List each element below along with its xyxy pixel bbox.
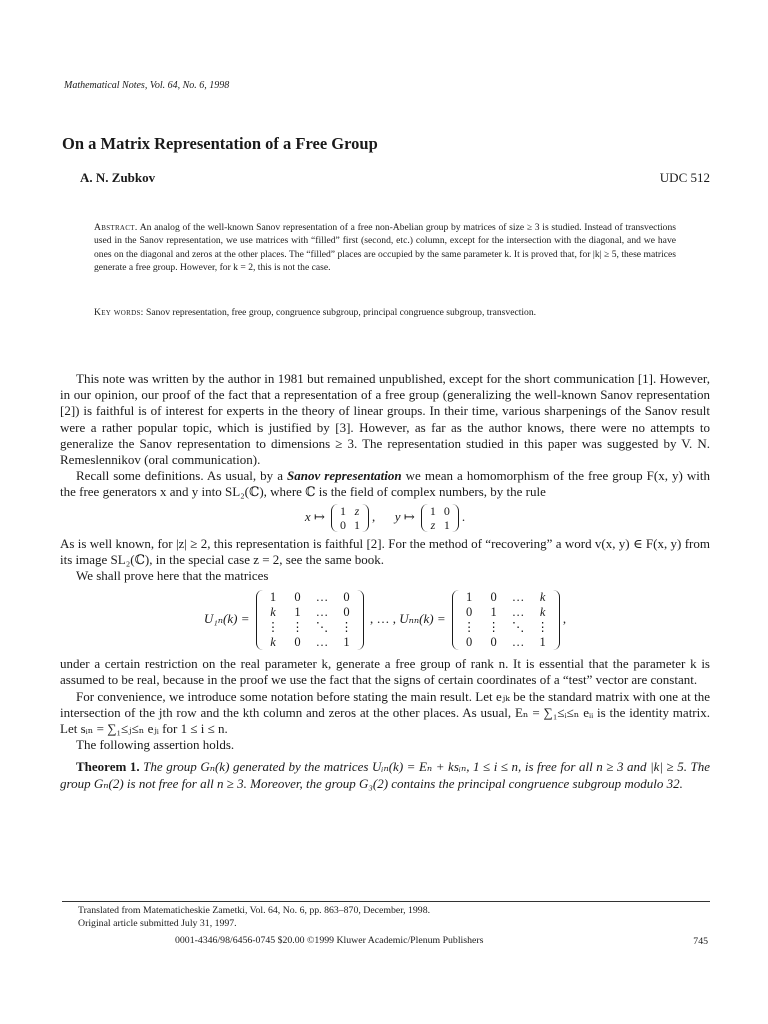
matrix-cell: 1 [354,517,360,532]
abstract-text: An analog of the well-known Sanov representation of a free non-Abelian group by matrices of size ≥ 3 is studied. Instead of transvections used in the Sanov representation, we use matrices with “filled” first (second, etc.) column, except for the intersection with the diagonal, and we have ones on the diagonal and zeros at the other places. The “filled” places are occupied by the same parameter k. It is proved that, for |k| ≥ 5, these matrices generate a free group. However, for k = 2, this is not the case. [94,222,676,273]
paper-title: On a Matrix Representation of a Free Group [62,134,378,153]
matrix-cell: 0 [490,635,497,650]
ellipsis-separator: , … , [370,611,396,627]
matrix-cell: 1 [269,590,277,605]
copyright-line: 0001-4346/98/6456-0745 $20.00 ©1999 Kluwer Academic/Plenum Publishers [175,935,484,946]
matrix-cell: 1 [343,635,350,650]
matrix-cell: … [315,590,329,605]
matrix-cell: k [270,635,276,650]
matrix-cell: 0 [343,605,350,620]
theorem-statement: The group Gₙ(k) generated by the matrices Uᵢₙ(k) = Eₙ + ksᵢₙ, 1 ≤ i ≤ n, is free for all n ≥ 3 and |k| ≥ 5. The group Gₙ(2) is not free for all n ≥ 3. Moreover, the group G₃(2) contains the principal congruence subgroup modulo 32. [60,759,711,791]
matrix-cell: k [539,605,546,620]
article-body [60,371,710,792]
paragraph-matrices-intro: We shall prove here that the matrices [76,568,269,584]
y-matrix [421,504,459,532]
matrix-cell: ⋮ [266,620,280,635]
definitions-text-b: we mean a homomorphism of the free group F(x, y) with the free generators x and y into SL₂(ℂ), where ℂ is the field of complex numbers, by the rule [60,468,710,500]
unn-matrix [452,590,560,650]
matrix-cell: ⋮ [291,620,304,635]
matrix-cell: … [511,635,525,650]
paragraph-faithful: As is well known, for |z| ≥ 2, this representation is faithful [2]. For the method of “recovering” a word v(x, y) ∈ F(x, y) from its image SL₂(ℂ), in the special case z = 2, see the same book. [60,535,710,567]
matrix-cell: 0 [490,590,497,605]
matrix-cell: 0 [466,605,473,620]
footer-divider [62,901,710,902]
page-number: 745 [693,936,708,947]
keywords [94,306,676,319]
footnote-submitted-line: Original article submitted July 31, 1997. [78,917,237,929]
paragraph-intro: This note was written by the author in 1981 but remained unpublished, except for the short communication [1]. However, in our opinion, our proof of the fact that a representation of a free group (generalizing the well-known Sanov representation [2]) is faithful is of interest for experts in the theory of linear groups. In their time, various sharpenings of the Sanov result were a rather popular topic, which is justified by [3]. However, as far as the author knows, there were no attempts to generalize the Sanov representation to dimensions ≥ 3. The representation studied in this paper was suggested by V. N. Remeslennikov (oral communication). [60,371,710,468]
matrix-cell: k [539,590,546,605]
matrix-cell: … [315,605,329,620]
matrix-cell: 0 [340,517,346,532]
matrix-cell: … [315,635,329,650]
matrix-cell: 1 [443,517,450,532]
sanov-term: Sanov representation [287,468,402,484]
matrix-cell: ⋮ [487,620,500,635]
u1n-label: U₁ₙ(k) = [203,611,250,627]
matrix-cell: … [511,605,525,620]
matrix-cell: 0 [343,590,350,605]
paragraph-definitions [60,468,710,500]
abstract-label: Abstract. [94,222,138,233]
matrix-cell: 0 [443,503,450,518]
sanov-rule-display: x ↦ 1 z 0 1 , y ↦ 1 0 z 1 . [304,503,466,532]
paragraph-notation: For convenience, we introduce some notation before stating the main result. Let eⱼₖ be the standard matrix with one at the intersection of the jth row and the kth column and zeros at the other places. As usual, Eₙ = ∑₁≤ᵢ≤ₙ eᵢᵢ is the identity matrix. Let sᵢₙ = ∑₁≤ⱼ≤ₙ eⱼᵢ for 1 ≤ i ≤ n. [60,688,710,737]
matrix-cell: 0 [294,590,301,605]
theorem-1 [60,759,710,791]
matrix-cell: 1 [429,503,436,518]
definitions-text-a: Recall some definitions. As usual, by a [76,468,288,484]
journal-citation: Mathematical Notes, Vol. 64, No. 6, 1998 [64,80,230,91]
u-matrices-display: U₁ₙ(k) = 1 0 … 0 k 1 … 0 ⋮ ⋮ ⋱ ⋮ k 0 … 1 , … , Uₙₙ(k) = 1 0 … k 0 1 … k ⋮ ⋮ ⋱ ⋮ 0 0 … 1 , [203,590,567,650]
udc-code: UDC 512 [659,170,710,185]
matrix-cell: 1 [294,605,301,620]
paragraph-assertion: The following assertion holds. [76,737,235,753]
x-matrix [331,504,369,532]
keywords-label: Key words: [94,307,144,318]
matrix-cell: 1 [539,635,546,650]
matrix-cell: z [354,503,360,518]
x-map-label: x ↦ [304,508,325,524]
u1n-matrix [256,590,364,650]
footnote-translation-line: Translated from Matematicheskie Zametki, Vol. 64, No. 6, pp. 863–870, December, 1998. [78,905,431,916]
matrix-cell: 1 [490,605,497,620]
matrix-cell: … [511,590,525,605]
unn-label: Uₙₙ(k) = [399,611,446,627]
matrix-cell: ⋱ [315,620,329,635]
y-map-label: y ↦ [394,508,415,524]
author-name: A. N. Zubkov [80,170,156,185]
matrix-cell: k [270,605,276,620]
matrix-cell: z [430,517,436,532]
translation-footnote [78,905,430,930]
paragraph-restriction: under a certain restriction on the real parameter k, generate a free group of rank n. It is essential that the parameter k is assumed to be real, because in the proof we use the fact that the signs of certain coordinates of a “test” vector are constant. [60,656,710,688]
matrix-cell: ⋮ [536,620,549,635]
theorem-heading: Theorem 1. [76,759,140,775]
matrix-cell: 1 [340,503,346,518]
matrix-cell: 1 [466,590,473,605]
abstract [94,221,676,274]
keywords-text: Sanov representation, free group, congruence subgroup, principal congruence subgroup, transvection. [146,307,537,318]
matrix-cell: 0 [294,635,301,650]
matrix-cell: 0 [466,635,473,650]
matrix-cell: ⋮ [462,620,476,635]
matrix-cell: ⋮ [340,620,353,635]
matrix-cell: ⋱ [511,620,525,635]
